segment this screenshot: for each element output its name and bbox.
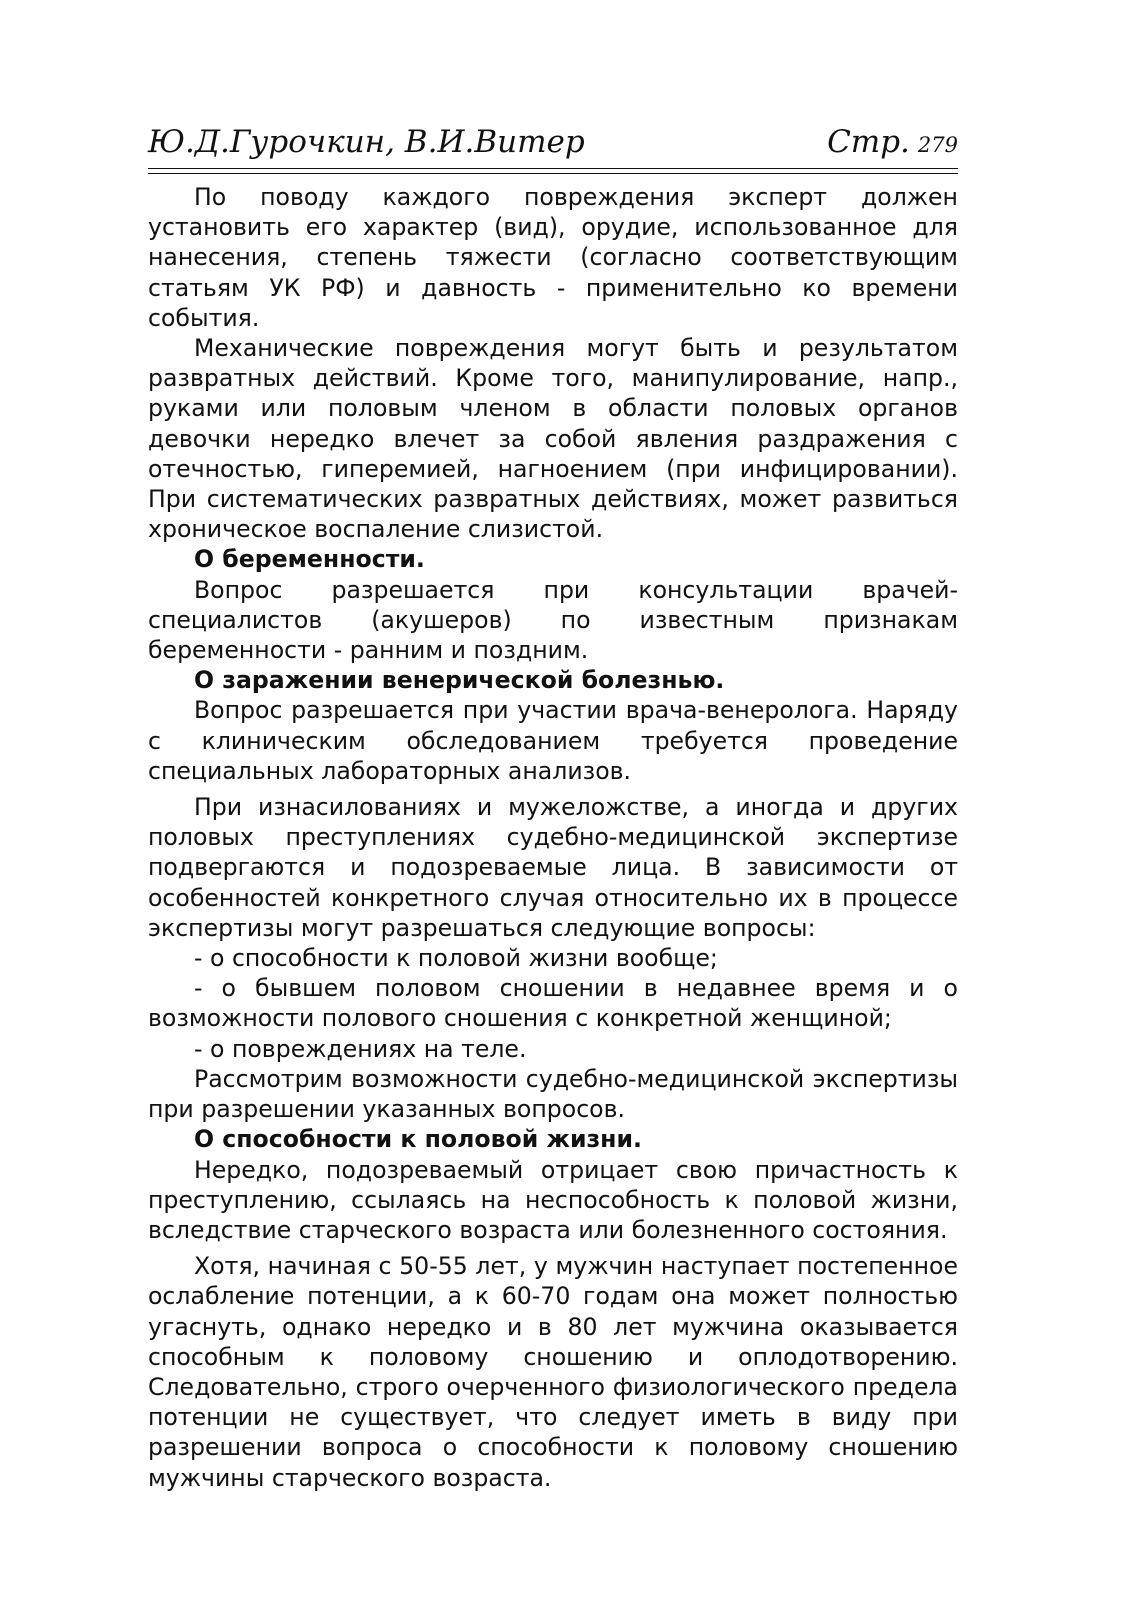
paragraph: Нередко, подозреваемый отрицает свою причастность к преступлению, ссылаясь на неспособность к половой жизни, вследствие старческого возраста или болезненного состояния. — [148, 1155, 958, 1244]
list-item: - о способности к половой жизни вообще; — [194, 944, 718, 973]
paragraph: Вопрос разрешается при консультации врачей-специалистов (акушеров) по известным признакам беременности - ранним и поздним. — [148, 575, 958, 665]
header-page-ref — [827, 122, 958, 165]
page-body — [148, 182, 958, 1493]
paragraph: Хотя, начиная с 50-55 лет, у мужчин наступает постепенное ослабление потенции, а к 60-70 годам она может полностью угаснуть, однако нередко и в 80 лет мужчина оказывается способным к половому сношению и оплодотворению. Следовательно, строго очерченного физиологического предела потенции не существует, что следует иметь в виду при разрешении вопроса о способности к половому сношению мужчины старческого возраста. — [148, 1252, 958, 1492]
paragraph: Вопрос разрешается при участии врача-венеролога. Наряду с клиническим обследованием требуется проведение специальных лабораторных анализов. — [148, 696, 958, 785]
list-item: - о повреждениях на теле. — [194, 1034, 527, 1063]
paragraph: Механические повреждения могут быть и результатом развратных действий. Кроме того, манипулирование, напр., руками или половым членом в области половых органов девочки нередко влечет за собой явления раздражения с отечностью, гиперемией, нагноением (при инфицировании). При систематических развратных действиях, может развиться хроническое воспаление слизистой. — [148, 334, 958, 544]
list-item: - о бывшем половом сношении в недавнее время и о возможности полового сношения с конкретной женщиной; — [148, 974, 958, 1033]
page-label: Стр. — [827, 124, 910, 160]
header-authors: Ю.Д.Гурочкин, В.И.Витер — [148, 124, 585, 160]
paragraph: При изнасилованиях и мужеложстве, а иногда и других половых преступлениях судебно-медицинской экспертизе подвергаются и подозреваемые лица. В зависимости от особенностей конкретного случая относительно их в процессе экспертизы могут разрешаться следующие вопросы: — [148, 793, 958, 942]
section-heading: О беременности. — [194, 545, 425, 574]
section-heading: О способности к половой жизни. — [194, 1125, 642, 1154]
section-heading: О заражении венерической болезнью. — [194, 666, 725, 695]
paragraph: По поводу каждого повреждения эксперт должен установить его характер (вид), орудие, использованное для нанесения, степень тяжести (согласно соответствующим статьям УК РФ) и давность - применительно ко времени события. — [148, 183, 958, 332]
page-number: 279 — [917, 133, 958, 157]
header-rule — [148, 168, 958, 174]
running-header — [148, 122, 958, 168]
paragraph: Рассмотрим возможности судебно-медицинской экспертизы при разрешении указанных вопросов. — [148, 1064, 958, 1124]
